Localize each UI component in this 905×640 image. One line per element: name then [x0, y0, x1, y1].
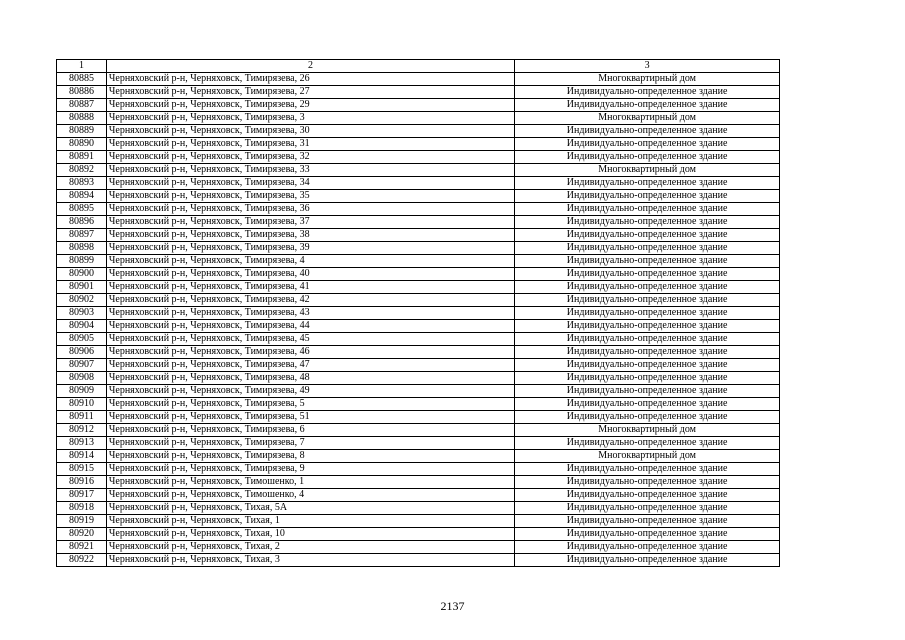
- table-row: [57, 463, 780, 476]
- object-type-cell: Индивидуально-определенное здание: [515, 476, 780, 489]
- address-cell: Черняховский р-н, Черняховск, Тимирязева, 26: [106, 73, 514, 86]
- address-cell: Черняховский р-н, Черняховск, Тимирязева, 30: [106, 125, 514, 138]
- object-number-cell: 80888: [57, 112, 107, 125]
- object-number-cell: 80914: [57, 450, 107, 463]
- table-header: [57, 60, 780, 73]
- object-type-cell: Индивидуально-определенное здание: [515, 515, 780, 528]
- table-row: [57, 398, 780, 411]
- table-row: [57, 346, 780, 359]
- object-type-cell: Индивидуально-определенное здание: [515, 554, 780, 567]
- table-body: [57, 73, 780, 567]
- object-type-cell: Индивидуально-определенное здание: [515, 177, 780, 190]
- address-cell: Черняховский р-н, Черняховск, Тимирязева, 31: [106, 138, 514, 151]
- object-type-cell: Индивидуально-определенное здание: [515, 86, 780, 99]
- table-row: [57, 151, 780, 164]
- object-type-cell: Индивидуально-определенное здание: [515, 502, 780, 515]
- table-row: [57, 359, 780, 372]
- object-number-cell: 80911: [57, 411, 107, 424]
- table-row: [57, 229, 780, 242]
- address-cell: Черняховский р-н, Черняховск, Тихая, 10: [106, 528, 514, 541]
- page-number: 2137: [440, 599, 465, 613]
- object-number-cell: 80917: [57, 489, 107, 502]
- object-type-cell: Индивидуально-определенное здание: [515, 437, 780, 450]
- object-type-cell: Индивидуально-определенное здание: [515, 372, 780, 385]
- address-cell: Черняховский р-н, Черняховск, Тимошенко, 1: [106, 476, 514, 489]
- address-cell: Черняховский р-н, Черняховск, Тимирязева, 4: [106, 255, 514, 268]
- object-number-cell: 80907: [57, 359, 107, 372]
- table-row: [57, 307, 780, 320]
- object-number-cell: 80889: [57, 125, 107, 138]
- object-number-cell: 80910: [57, 398, 107, 411]
- address-cell: Черняховский р-н, Черняховск, Тимирязева, 3: [106, 112, 514, 125]
- address-cell: Черняховский р-н, Черняховск, Тимирязева, 49: [106, 385, 514, 398]
- table-row: [57, 320, 780, 333]
- address-cell: Черняховский р-н, Черняховск, Тимирязева, 48: [106, 372, 514, 385]
- address-cell: Черняховский р-н, Черняховск, Тихая, 5А: [106, 502, 514, 515]
- table-row: [57, 515, 780, 528]
- object-type-cell: Индивидуально-определенное здание: [515, 203, 780, 216]
- object-number-cell: 80886: [57, 86, 107, 99]
- object-type-cell: Многоквартирный дом: [515, 424, 780, 437]
- address-cell: Черняховский р-н, Черняховск, Тимирязева, 41: [106, 281, 514, 294]
- object-type-cell: Индивидуально-определенное здание: [515, 333, 780, 346]
- object-number-cell: 80902: [57, 294, 107, 307]
- object-number-cell: 80887: [57, 99, 107, 112]
- address-cell: Черняховский р-н, Черняховск, Тимирязева, 8: [106, 450, 514, 463]
- object-number-cell: 80905: [57, 333, 107, 346]
- address-cell: Черняховский р-н, Черняховск, Тимирязева, 44: [106, 320, 514, 333]
- object-number-cell: 80904: [57, 320, 107, 333]
- object-number-cell: 80916: [57, 476, 107, 489]
- address-cell: Черняховский р-н, Черняховск, Тимирязева, 5: [106, 398, 514, 411]
- table-row: [57, 554, 780, 567]
- object-type-cell: Индивидуально-определенное здание: [515, 411, 780, 424]
- object-number-cell: 80885: [57, 73, 107, 86]
- object-number-cell: 80915: [57, 463, 107, 476]
- table-row: [57, 73, 780, 86]
- object-number-cell: 80918: [57, 502, 107, 515]
- object-type-cell: Индивидуально-определенное здание: [515, 489, 780, 502]
- header-row: [57, 60, 780, 73]
- address-cell: Черняховский р-н, Черняховск, Тимирязева, 35: [106, 190, 514, 203]
- object-type-cell: Индивидуально-определенное здание: [515, 138, 780, 151]
- table-row: [57, 242, 780, 255]
- address-cell: Черняховский р-н, Черняховск, Тимирязева, 43: [106, 307, 514, 320]
- object-number-cell: 80899: [57, 255, 107, 268]
- table-row: [57, 216, 780, 229]
- object-type-cell: Индивидуально-определенное здание: [515, 190, 780, 203]
- table-row: [57, 255, 780, 268]
- object-type-cell: Индивидуально-определенное здание: [515, 359, 780, 372]
- object-number-cell: 80903: [57, 307, 107, 320]
- object-number-cell: 80921: [57, 541, 107, 554]
- table-row: [57, 333, 780, 346]
- table-row: [57, 281, 780, 294]
- object-type-cell: Многоквартирный дом: [515, 450, 780, 463]
- address-cell: Черняховский р-н, Черняховск, Тимирязева, 36: [106, 203, 514, 216]
- object-number-cell: 80922: [57, 554, 107, 567]
- object-type-cell: Индивидуально-определенное здание: [515, 294, 780, 307]
- table-row: [57, 177, 780, 190]
- object-number-cell: 80906: [57, 346, 107, 359]
- table-row: [57, 489, 780, 502]
- address-cell: Черняховский р-н, Черняховск, Тимирязева, 7: [106, 437, 514, 450]
- object-type-cell: Индивидуально-определенное здание: [515, 528, 780, 541]
- object-number-cell: 80909: [57, 385, 107, 398]
- address-cell: Черняховский р-н, Черняховск, Тимирязева, 34: [106, 177, 514, 190]
- table-row: [57, 528, 780, 541]
- address-cell: Черняховский р-н, Черняховск, Тимирязева, 42: [106, 294, 514, 307]
- table-row: [57, 294, 780, 307]
- object-type-cell: Индивидуально-определенное здание: [515, 463, 780, 476]
- address-cell: Черняховский р-н, Черняховск, Тимирязева, 6: [106, 424, 514, 437]
- address-cell: Черняховский р-н, Черняховск, Тихая, 3: [106, 554, 514, 567]
- header-col-3: 3: [515, 60, 780, 73]
- address-cell: Черняховский р-н, Черняховск, Тимирязева, 45: [106, 333, 514, 346]
- address-cell: Черняховский р-н, Черняховск, Тихая, 1: [106, 515, 514, 528]
- object-type-cell: Многоквартирный дом: [515, 73, 780, 86]
- object-type-cell: Индивидуально-определенное здание: [515, 346, 780, 359]
- object-number-cell: 80919: [57, 515, 107, 528]
- table-row: [57, 450, 780, 463]
- table-row: [57, 437, 780, 450]
- address-cell: Черняховский р-н, Черняховск, Тимирязева, 40: [106, 268, 514, 281]
- object-number-cell: 80897: [57, 229, 107, 242]
- object-type-cell: Индивидуально-определенное здание: [515, 216, 780, 229]
- object-number-cell: 80912: [57, 424, 107, 437]
- address-cell: Черняховский р-н, Черняховск, Тихая, 2: [106, 541, 514, 554]
- object-number-cell: 80890: [57, 138, 107, 151]
- table-row: [57, 190, 780, 203]
- object-type-cell: Индивидуально-определенное здание: [515, 281, 780, 294]
- table-row: [57, 99, 780, 112]
- address-cell: Черняховский р-н, Черняховск, Тимирязева, 37: [106, 216, 514, 229]
- address-cell: Черняховский р-н, Черняховск, Тимирязева, 46: [106, 346, 514, 359]
- table-row: [57, 476, 780, 489]
- object-number-cell: 80892: [57, 164, 107, 177]
- object-number-cell: 80895: [57, 203, 107, 216]
- object-number-cell: 80920: [57, 528, 107, 541]
- address-cell: Черняховский р-н, Черняховск, Тимирязева, 47: [106, 359, 514, 372]
- object-number-cell: 80898: [57, 242, 107, 255]
- object-type-cell: Многоквартирный дом: [515, 112, 780, 125]
- object-type-cell: Индивидуально-определенное здание: [515, 125, 780, 138]
- address-cell: Черняховский р-н, Черняховск, Тимошенко, 4: [106, 489, 514, 502]
- object-number-cell: 80893: [57, 177, 107, 190]
- address-cell: Черняховский р-н, Черняховск, Тимирязева, 27: [106, 86, 514, 99]
- object-type-cell: Индивидуально-определенное здание: [515, 268, 780, 281]
- address-cell: Черняховский р-н, Черняховск, Тимирязева, 32: [106, 151, 514, 164]
- table-row: [57, 164, 780, 177]
- object-type-cell: Индивидуально-определенное здание: [515, 151, 780, 164]
- address-cell: Черняховский р-н, Черняховск, Тимирязева, 9: [106, 463, 514, 476]
- address-cell: Черняховский р-н, Черняховск, Тимирязева, 29: [106, 99, 514, 112]
- table-row: [57, 125, 780, 138]
- object-type-cell: Индивидуально-определенное здание: [515, 307, 780, 320]
- address-cell: Черняховский р-н, Черняховск, Тимирязева, 38: [106, 229, 514, 242]
- address-cell: Черняховский р-н, Черняховск, Тимирязева, 51: [106, 411, 514, 424]
- object-number-cell: 80891: [57, 151, 107, 164]
- object-number-cell: 80894: [57, 190, 107, 203]
- table-row: [57, 541, 780, 554]
- object-number-cell: 80908: [57, 372, 107, 385]
- table-row: [57, 268, 780, 281]
- header-col-1: 1: [57, 60, 107, 73]
- header-col-2: 2: [106, 60, 514, 73]
- object-number-cell: 80913: [57, 437, 107, 450]
- object-type-cell: Индивидуально-определенное здание: [515, 229, 780, 242]
- object-type-cell: Индивидуально-определенное здание: [515, 242, 780, 255]
- object-type-cell: Индивидуально-определенное здание: [515, 398, 780, 411]
- registry-table: [56, 59, 780, 567]
- table-row: [57, 424, 780, 437]
- object-number-cell: 80901: [57, 281, 107, 294]
- table-row: [57, 502, 780, 515]
- table-row: [57, 112, 780, 125]
- object-type-cell: Индивидуально-определенное здание: [515, 385, 780, 398]
- table-row: [57, 385, 780, 398]
- table-row: [57, 203, 780, 216]
- object-number-cell: 80896: [57, 216, 107, 229]
- object-type-cell: Индивидуально-определенное здание: [515, 320, 780, 333]
- table-row: [57, 138, 780, 151]
- object-type-cell: Индивидуально-определенное здание: [515, 99, 780, 112]
- address-cell: Черняховский р-н, Черняховск, Тимирязева, 33: [106, 164, 514, 177]
- object-type-cell: Индивидуально-определенное здание: [515, 541, 780, 554]
- object-type-cell: Многоквартирный дом: [515, 164, 780, 177]
- table-row: [57, 411, 780, 424]
- table-row: [57, 86, 780, 99]
- object-type-cell: Индивидуально-определенное здание: [515, 255, 780, 268]
- table-row: [57, 372, 780, 385]
- address-cell: Черняховский р-н, Черняховск, Тимирязева, 39: [106, 242, 514, 255]
- object-number-cell: 80900: [57, 268, 107, 281]
